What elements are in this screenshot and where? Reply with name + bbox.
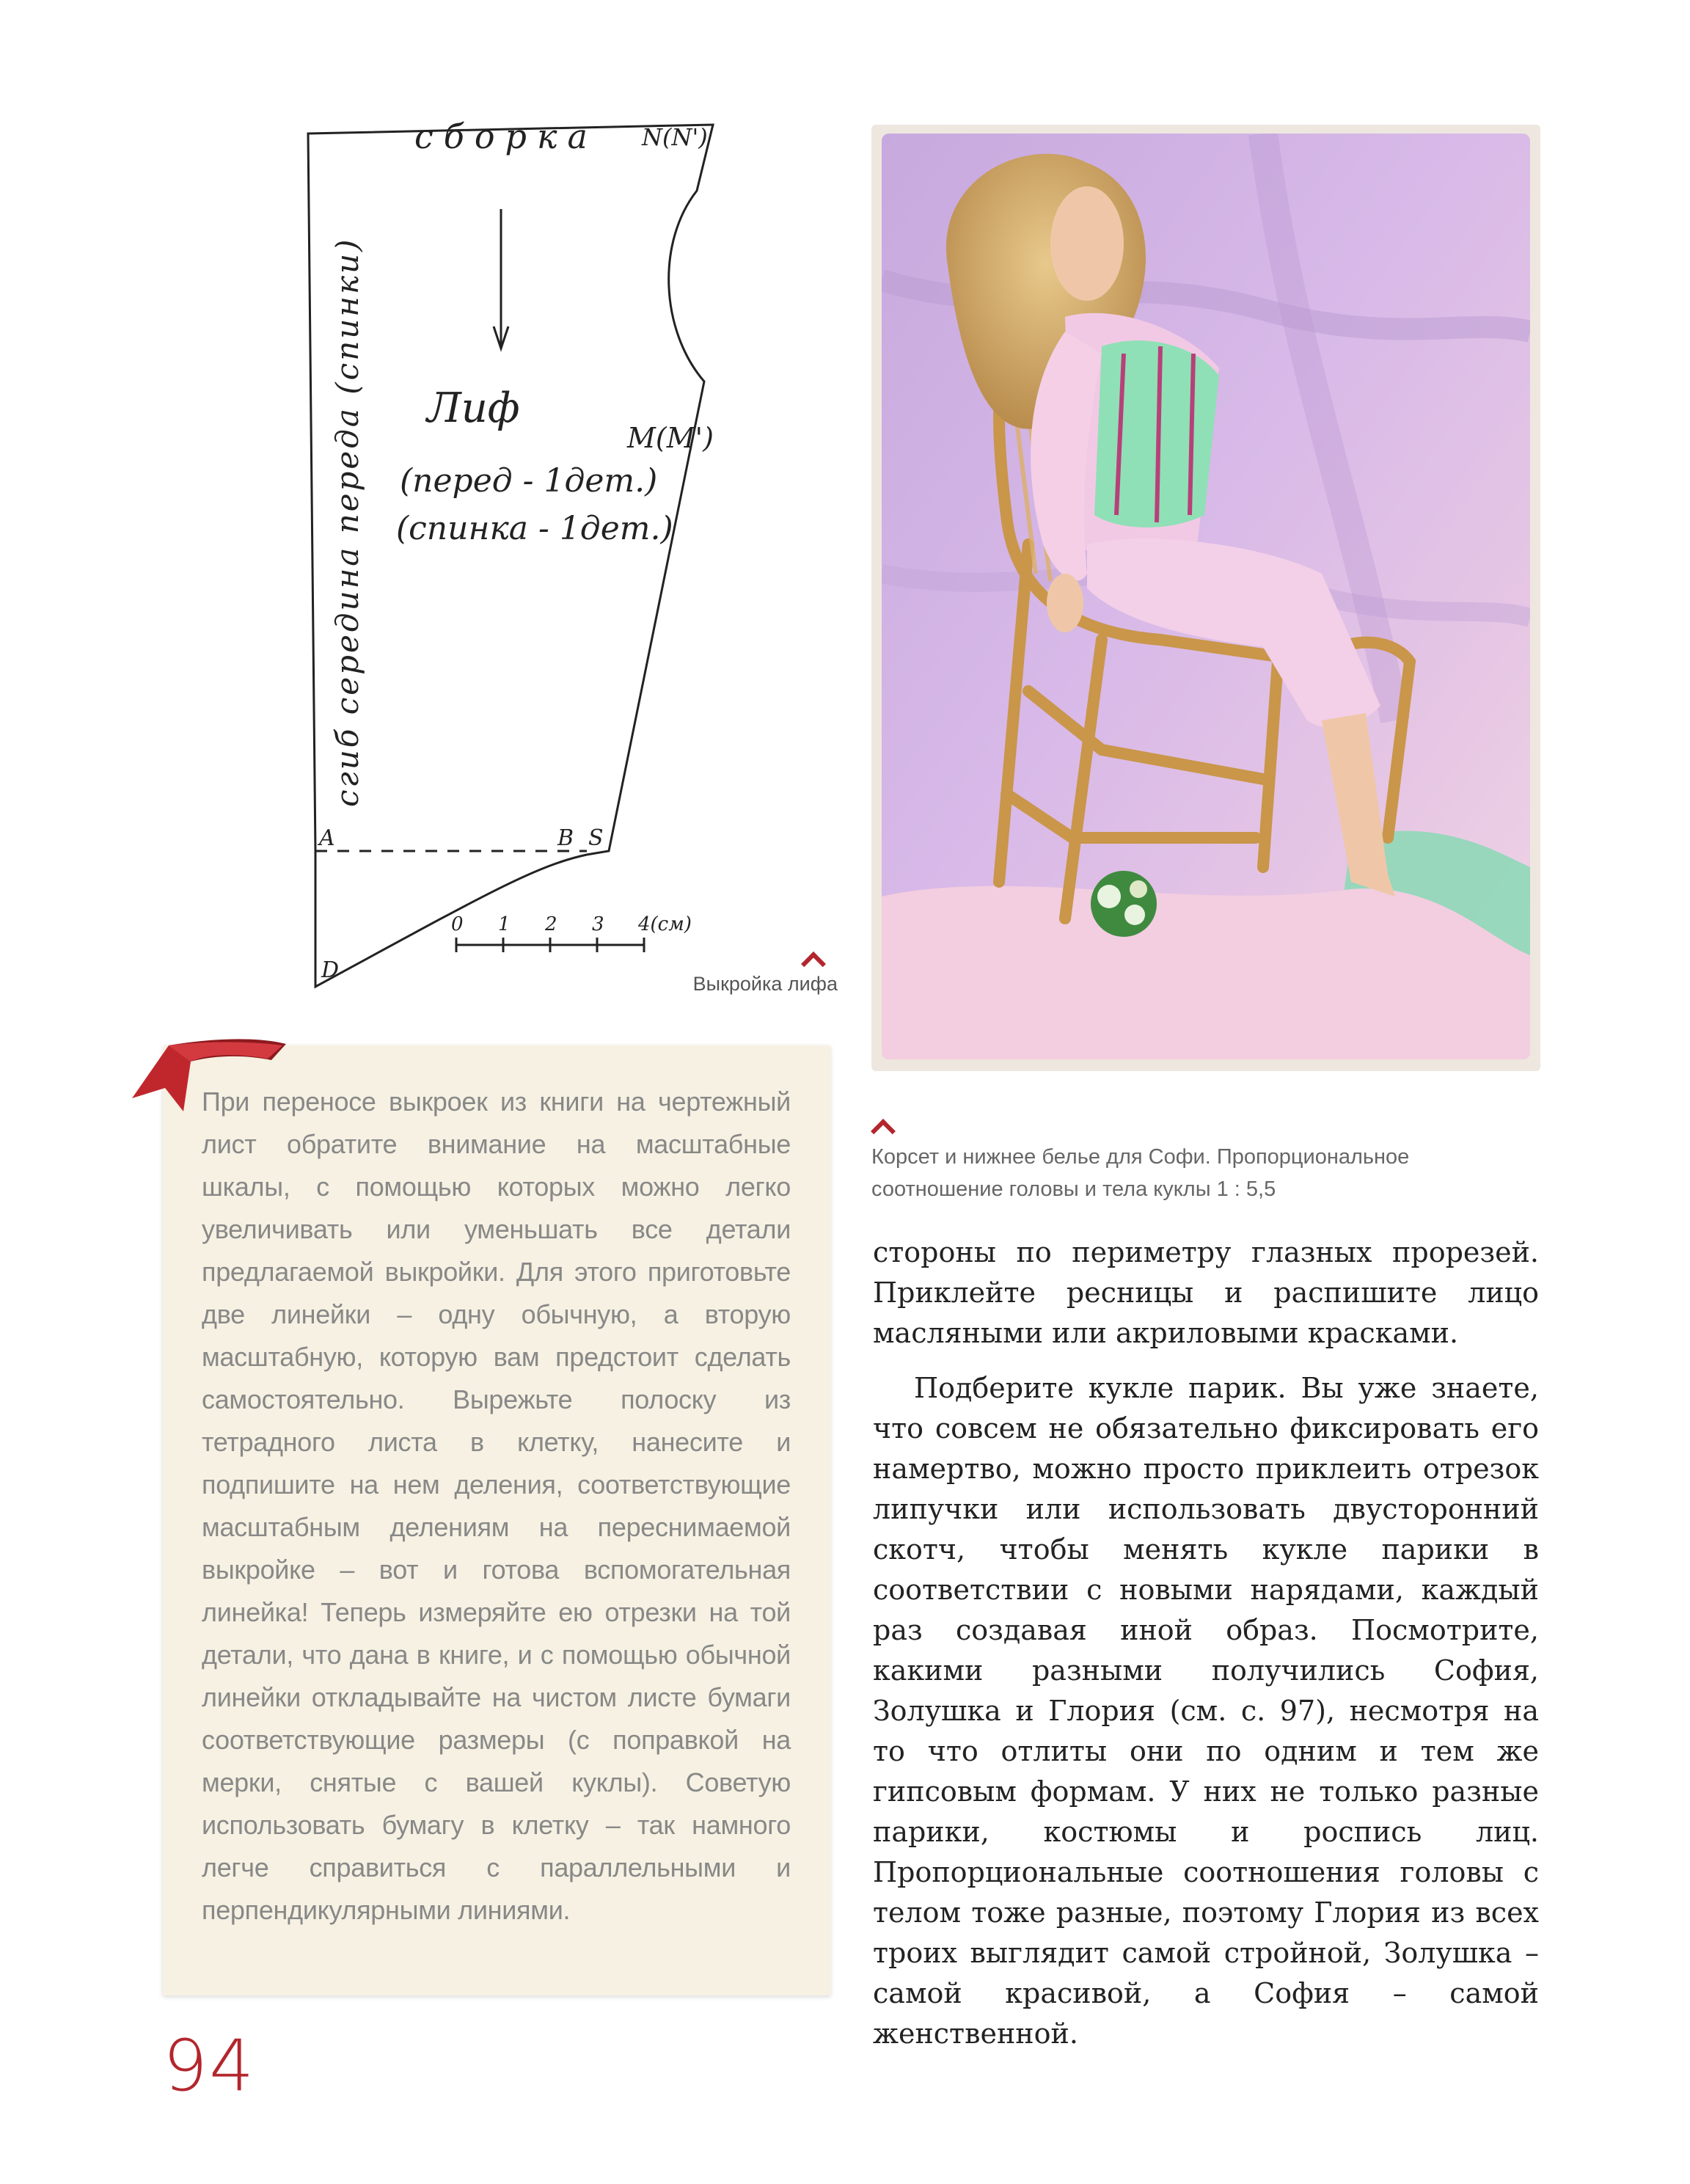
tip-text: При переносе выкроек из книги на чертежный лист обратите внимание на масштабные шкалы, с помощью которых можно легко увеличивать или уменьшать все детали предлагаемой выкройки. Для этого приготовьте две линейки – одну обычную, а вторую масштабную, которую вам предстоит сделать самостоятельно. Вырежьте полоску из тетрадного листа в клетку, нанесите и подпишите на нем деления, соответствующие масштабным делениям на переснимаемой выкройке – вот и готова вспомогательная линейка! Теперь измеряйте ею отрезки на той детали, что дана в книге, и с помощью обычной линейки откладывайте на чистом листе бумаги соответствующие размеры (с поправкой на мерки, снятые с вашей куклы). Советую использовать бумагу в клетку – так намного легче справиться с параллельными и перпендикулярными линиями. — [202, 1086, 791, 1925]
pattern-top-label: сборка — [414, 117, 598, 156]
body-paragraph-1: стороны по периметру глазных прорезей. Приклейте ресницы и распишите лицо масляными или акриловыми красками. — [873, 1236, 1539, 1349]
pattern-side-label: сгиб середина переда (спинки) — [329, 237, 365, 807]
scale-tick-4: 4(см) — [638, 913, 692, 935]
body-paragraph-2: Подберите кукле парик. Вы уже знаете, что совсем не обязательно фиксировать его намертво, можно просто приклеить отрезок липучки или использовать двусторонний скотч, чтобы менять кукле парики в соответствии с новыми нарядами, каждый раз создавая иной образ. Посмотрите, какими разными получились София, Золушка и Глория (см. с. 97), несмотря на то что отлиты они по одним и тем же гипсовым формам. У них не только разные парики, костюмы и роспись лиц. Пропорциональные соотношения головы с телом тоже разные, поэтому Глория из всех троих выглядит самой стройной, Золушка – самой красивой, а София – самой женственной. — [873, 1372, 1539, 2050]
bodice-pattern-drawing — [293, 110, 748, 1012]
pattern-point-a: A — [319, 825, 335, 851]
pattern-line-front: (перед - 1дет.) — [400, 462, 658, 500]
photo-caption-marker-icon — [871, 1119, 896, 1144]
scale-tick-1: 1 — [498, 913, 511, 935]
pattern-point-b: B — [557, 825, 574, 851]
pattern-caption: Выкройка лифа — [692, 973, 838, 995]
pattern-point-s: S — [588, 825, 604, 851]
page-number: 94 — [163, 2025, 256, 2107]
photo-caption: Корсет и нижнее белье для Софи. Пропорциональное соотношение головы и тела куклы 1 : 5,5 — [871, 1145, 1410, 1201]
scale-tick-2: 2 — [545, 913, 557, 935]
doll-photo — [882, 134, 1530, 1059]
pattern-line-back: (спинка - 1дет.) — [396, 510, 673, 547]
pattern-corner-m: M(M') — [627, 422, 714, 454]
scale-tick-0: 0 — [451, 913, 464, 935]
pattern-title: Лиф — [427, 384, 520, 432]
pattern-point-d: D — [321, 957, 340, 983]
scale-tick-3: 3 — [592, 913, 604, 935]
pattern-corner-n: N(N') — [642, 123, 708, 151]
